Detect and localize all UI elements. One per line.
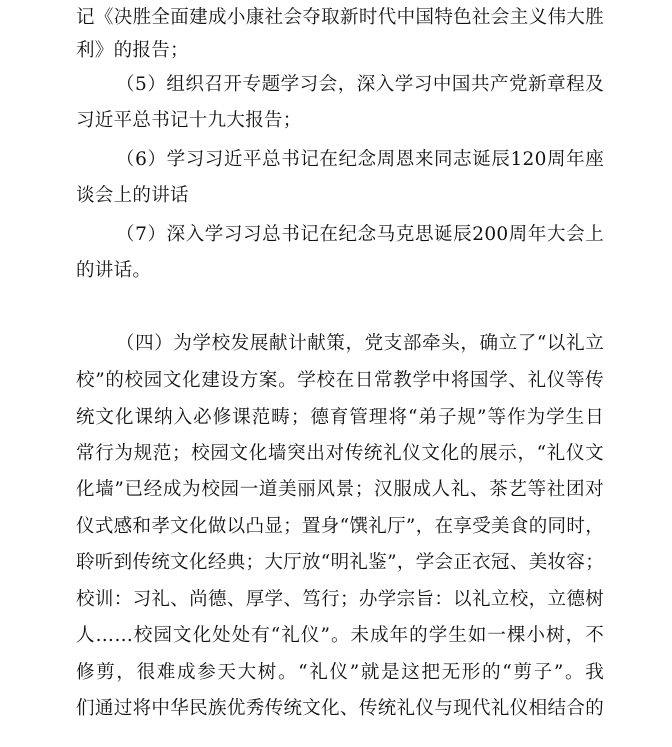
text-line-13: 化墙”已经成为校园一道美丽风景；汉服成人礼、茶艺等社团对 xyxy=(76,479,604,500)
text-line-2: 利》的报告； xyxy=(76,40,189,61)
text-line-14: 仪式感和孝文化做以凸显；置身“馔礼厅”，在享受美食的同时， xyxy=(76,516,604,537)
text-line-4: 习近平总书记十九大报告； xyxy=(76,110,302,131)
text-line-16: 校训：习礼、尚德、厚学、笃行；办学宗旨：以礼立校，立德树 xyxy=(76,589,604,610)
text-line-15: 聆听到传统文化经典；大厅放“明礼鉴”，学会正衣冠、美妆容； xyxy=(76,552,604,573)
text-line-12: 常行为规范；校园文化墙突出对传统礼仪文化的展示，“礼仪文 xyxy=(76,443,604,464)
text-line-5: （6）学习习近平总书记在纪念周恩来同志诞辰120周年座 xyxy=(116,149,604,170)
text-line-1: 记《决胜全面建成小康社会夺取新时代中国特色社会主义伟大胜 xyxy=(76,7,604,28)
text-line-8: 的讲话。 xyxy=(76,260,152,281)
text-line-11: 统文化课纳入必修课范畴；德育管理将“弟子规”等作为学生日 xyxy=(76,407,604,428)
text-line-17: 人……校园文化处处有“礼仪”。未成年的学生如一棵小树，不 xyxy=(76,625,604,646)
text-line-3: （5）组织召开专题学习会，深入学习中国共产党新章程及 xyxy=(116,74,604,95)
text-line-19: 们通过将中华民族优秀传统文化、传统礼仪与现代礼仪相结合的 xyxy=(76,698,604,719)
text-line-18: 修剪，很难成参天大树。“礼仪”就是这把无形的“剪子”。我 xyxy=(76,662,604,683)
text-line-9: （四）为学校发展献计献策，党支部牵头，确立了“以礼立 xyxy=(116,333,604,354)
text-line-6: 谈会上的讲话 xyxy=(76,185,189,206)
text-line-10: 校”的校园文化建设方案。学校在日常教学中将国学、礼仪等传 xyxy=(76,370,604,391)
text-line-7: （7）深入学习习总书记在纪念马克思诞辰200周年大会上 xyxy=(116,224,604,245)
